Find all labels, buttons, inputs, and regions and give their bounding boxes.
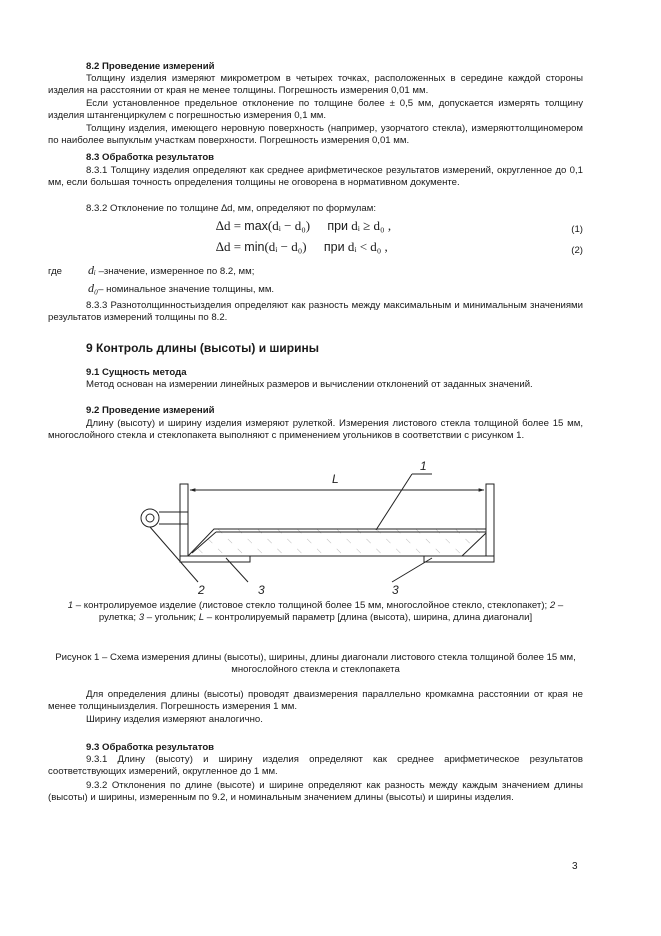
legend-text-3: – угольник; — [144, 612, 199, 624]
legend-key-2: 2 — [549, 600, 556, 611]
right-square-leg — [486, 484, 494, 556]
paragraph-after-fig-1: Для определения длины (высоты) проводят дваизмерения параллельно кромкамна расстоянии от края не менее толщиныизделия. Погрешность измерения 1 мм. — [48, 689, 583, 713]
formula-1-cond: dᵢ ≥ d₀ , — [351, 218, 392, 233]
paragraph-9-2: Длину (высоту) и ширину изделия измеряют рулеткой. Измерения листового стекла толщиной более 15 мм, многослойного стекла и стеклопакета выполняют с применением угольников в соответствии с рисунком 1. — [48, 418, 583, 442]
legend-key-1: 1 — [67, 600, 74, 611]
paragraph-9-3-1: 9.3.1 Длину (высоту) и ширину изделия определяют как среднее арифметическое результатов соответствующих измерений, округленное до 1 мм. — [48, 754, 583, 778]
paragraph-8-2-2: Если установленное предельное отклонение по толщине более ± 0,5 мм, допускается измерять толщину изделия штангенциркулем с погрешностью измерения 0,1 мм. — [48, 98, 583, 122]
formula-1-cond-word: при — [327, 219, 349, 233]
formula-1 — [216, 220, 391, 232]
left-square-base — [180, 556, 250, 562]
legend-key-L: L — [198, 612, 205, 624]
where-1-text: –значение, измеренное по 8.2, мм; — [95, 266, 255, 277]
where-line-2 — [88, 282, 274, 296]
label-1: 1 — [420, 459, 427, 473]
label-3a: 3 — [258, 583, 265, 597]
paragraph-8-3-2: 8.3.2 Отклонение по толщине ∆d, мм, определяют по формулам: — [86, 203, 376, 214]
section-8-3-heading: 8.3 Обработка результатов — [86, 152, 215, 163]
where-2-var: d₀ — [88, 281, 99, 295]
formula-2-fn: min — [244, 240, 265, 254]
legend-text-L: – контролируемый параметр [длина (высота), ширина, длина диагонали] — [204, 612, 533, 624]
legend-key-3: 3 — [138, 612, 145, 624]
paragraph-8-2-1: Толщину изделия измеряют микрометром в четырех точках, расположенных в середине каждой стороны изделия на расстоянии от края не менее толщины. Погрешность измерения 0,01 мм. — [48, 73, 583, 97]
where-1-var: dᵢ — [88, 263, 96, 277]
left-square-leg — [180, 484, 188, 556]
leader-1 — [376, 474, 412, 530]
section-9-2-heading: 9.2 Проведение измерений — [86, 405, 215, 416]
formula-2-cond: dᵢ < d₀ , — [347, 239, 388, 254]
paragraph-9-1: Метод основан на измерении линейных размеров и вычислении отклонений от заданных значений. — [86, 379, 533, 390]
legend-text-2: – рулетка; — [98, 600, 564, 624]
section-9-1-heading: 9.1 Сущность метода — [86, 367, 187, 378]
formula-2-cond-word: при — [323, 240, 345, 254]
section-9-heading: 9 Контроль длины (высоты) и ширины — [86, 341, 320, 355]
right-square-base — [424, 556, 494, 562]
formula-1-arg: (dᵢ − d₀) — [267, 218, 311, 233]
paragraph-after-fig-2: Ширину изделия измеряют аналогично. — [86, 714, 263, 725]
where-line-1 — [88, 264, 254, 278]
section-9-3-heading: 9.3 Обработка результатов — [86, 742, 215, 753]
where-2-text: – номинальное значение толщины, мм. — [98, 284, 275, 295]
figure-caption: Рисунок 1 – Схема измерения длины (высоты), ширины, длины диагонали листового стекла толщиной более 15 мм, многослойного стекла и стеклопакета — [55, 652, 576, 676]
formula-1-number: (1) — [571, 224, 583, 235]
page-number: 3 — [572, 861, 578, 872]
formula-1-fn: max — [244, 219, 268, 233]
formula-2 — [216, 241, 388, 253]
paragraph-8-2-3: Толщину изделия, имеющего неровную поверхность (например, узорчатого стекла), измеряюттолщиномером по наиболее выпуклым участкам поверхности. Погрешность измерения 0,01 мм. — [48, 123, 583, 147]
formula-2-lhs: ∆d = — [216, 239, 245, 254]
paragraph-9-3-2: 9.3.2 Отклонения по длине (высоте) и ширине определяют как разность между каждым значением длины (высоты) и ширины, измеренным по 9.2, и номинальным значением длины (высоты) и ширины изделия. — [48, 780, 583, 804]
leader-3b — [392, 558, 432, 582]
section-8-2-heading: 8.2 Проведение измерений — [86, 61, 215, 72]
label-3b: 3 — [392, 583, 399, 597]
tape-measure-inner — [146, 514, 154, 522]
legend-text-1: – контролируемое изделие (листовое стекло толщиной более 15 мм, многослойное стекло, стеклопакет); — [73, 600, 550, 611]
figure-1-diagram — [0, 450, 661, 600]
paragraph-8-3-1: 8.3.1 Толщину изделия определяют как среднее арифметическое результатов измерений, округленное до 0,1 мм, если большая точность определения толщины не оговорена в нормативном документе. — [48, 165, 583, 189]
formula-2-arg: (dᵢ − d₀) — [264, 239, 307, 254]
tape-measure-outer — [141, 509, 159, 527]
glass-pane — [188, 529, 486, 556]
formula-1-lhs: ∆d = — [216, 218, 245, 233]
label-L: L — [332, 472, 339, 486]
paragraph-8-3-3: 8.3.3 Разнотолщинностьизделия определяют как разность между максимальным и минимальным значениями результатов измерений толщины по 8.2. — [48, 300, 583, 324]
where-word: где — [48, 266, 63, 277]
label-2: 2 — [198, 583, 205, 597]
formula-2-number: (2) — [571, 245, 583, 256]
figure-legend — [48, 600, 583, 625]
